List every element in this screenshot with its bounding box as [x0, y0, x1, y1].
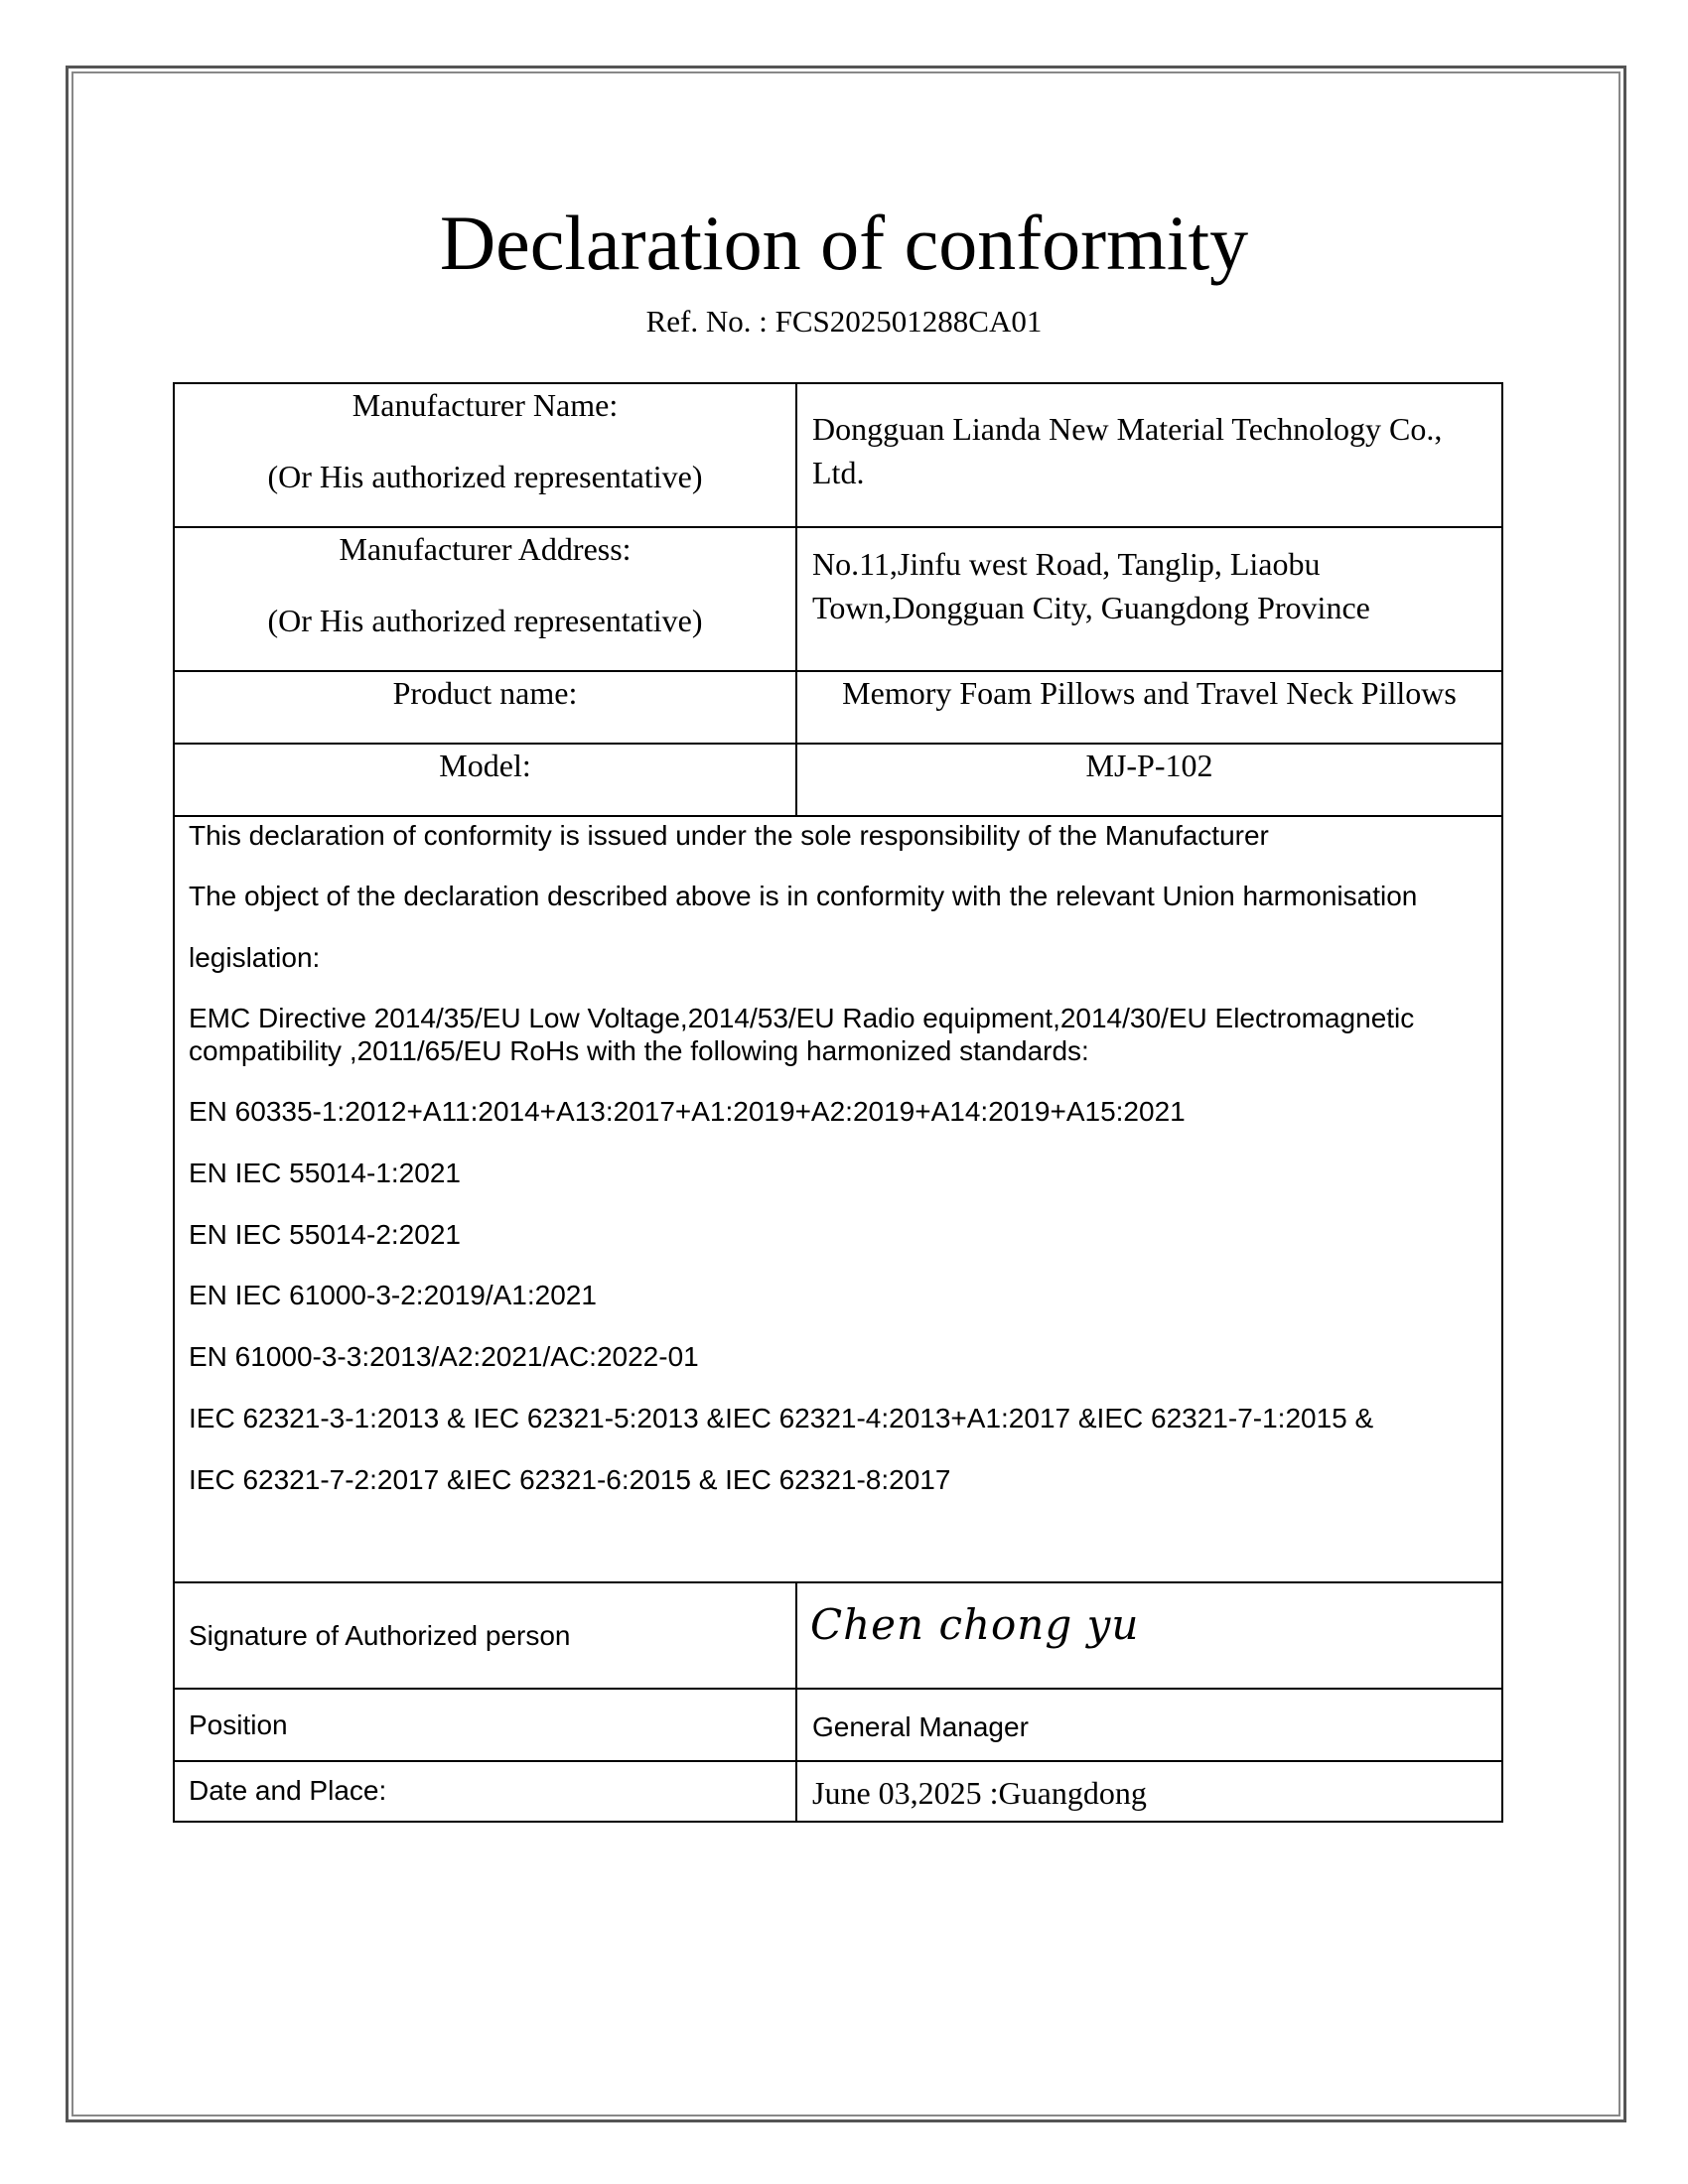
manufacturer-name-sublabel: (Or His authorized representative) — [267, 459, 703, 494]
manufacturer-address-value-line1: No.11,Jinfu west Road, Tanglip, Liaobu — [812, 546, 1321, 582]
reference-number: Ref. No. : FCS202501288CA01 — [645, 304, 1043, 339]
manufacturer-address-value-line2: Town,Dongguan City, Guangdong Province — [812, 590, 1370, 625]
declaration-line: The object of the declaration described above is in conformity with the relevant Union harmonisation — [189, 881, 1418, 911]
standard-item: EN 60335-1:2012+A11:2014+A13:2017+A1:2019+A2:2019+A14:2019+A15:2021 — [189, 1096, 1186, 1127]
standard-item: IEC 62321-3-1:2013 & IEC 62321-5:2013 &IEC 62321-4:2013+A1:2017 &IEC 62321-7-1:2015 & — [189, 1403, 1374, 1433]
signature-label: Signature of Authorized person — [189, 1620, 571, 1651]
manufacturer-address-label: Manufacturer Address: — [339, 531, 632, 567]
standard-item: EN IEC 61000-3-2:2019/A1:2021 — [189, 1280, 597, 1310]
position-label: Position — [189, 1709, 288, 1740]
manufacturer-name-value-line2: Ltd. — [812, 455, 865, 490]
declaration-line: This declaration of conformity is issued under the sole responsibility of the Manufacturer — [189, 820, 1269, 851]
declaration-line: legislation: — [189, 942, 321, 973]
model-label: Model: — [439, 748, 531, 783]
document-title: Declaration of conformity — [439, 200, 1249, 286]
manufacturer-name-value-line1: Dongguan Lianda New Material Technology Co., — [812, 411, 1443, 447]
declaration-line: EMC Directive 2014/35/EU Low Voltage,2014/53/EU Radio equipment,2014/30/EU Electromagnetic — [189, 1003, 1415, 1033]
position-value: General Manager — [812, 1711, 1029, 1742]
date-place-label: Date and Place: — [189, 1775, 387, 1806]
date-place-value: June 03,2025 :Guangdong — [812, 1775, 1147, 1811]
standard-item: IEC 62321-7-2:2017 &IEC 62321-6:2015 & IEC 62321-8:2017 — [189, 1464, 951, 1495]
declaration-line: compatibility ,2011/65/EU RoHs with the following harmonized standards: — [189, 1035, 1089, 1066]
manufacturer-name-label: Manufacturer Name: — [352, 387, 619, 423]
standard-item: EN IEC 55014-1:2021 — [189, 1158, 461, 1188]
standard-item: EN IEC 55014-2:2021 — [189, 1219, 461, 1250]
standard-item: EN 61000-3-3:2013/A2:2021/AC:2022-01 — [189, 1341, 699, 1372]
handwritten-signature: Chen chong yu — [810, 1600, 1140, 1649]
product-name-value: Memory Foam Pillows and Travel Neck Pillows — [842, 675, 1457, 711]
model-value: MJ-P-102 — [1085, 748, 1213, 783]
product-name-label: Product name: — [392, 675, 578, 711]
manufacturer-address-sublabel: (Or His authorized representative) — [267, 603, 703, 638]
